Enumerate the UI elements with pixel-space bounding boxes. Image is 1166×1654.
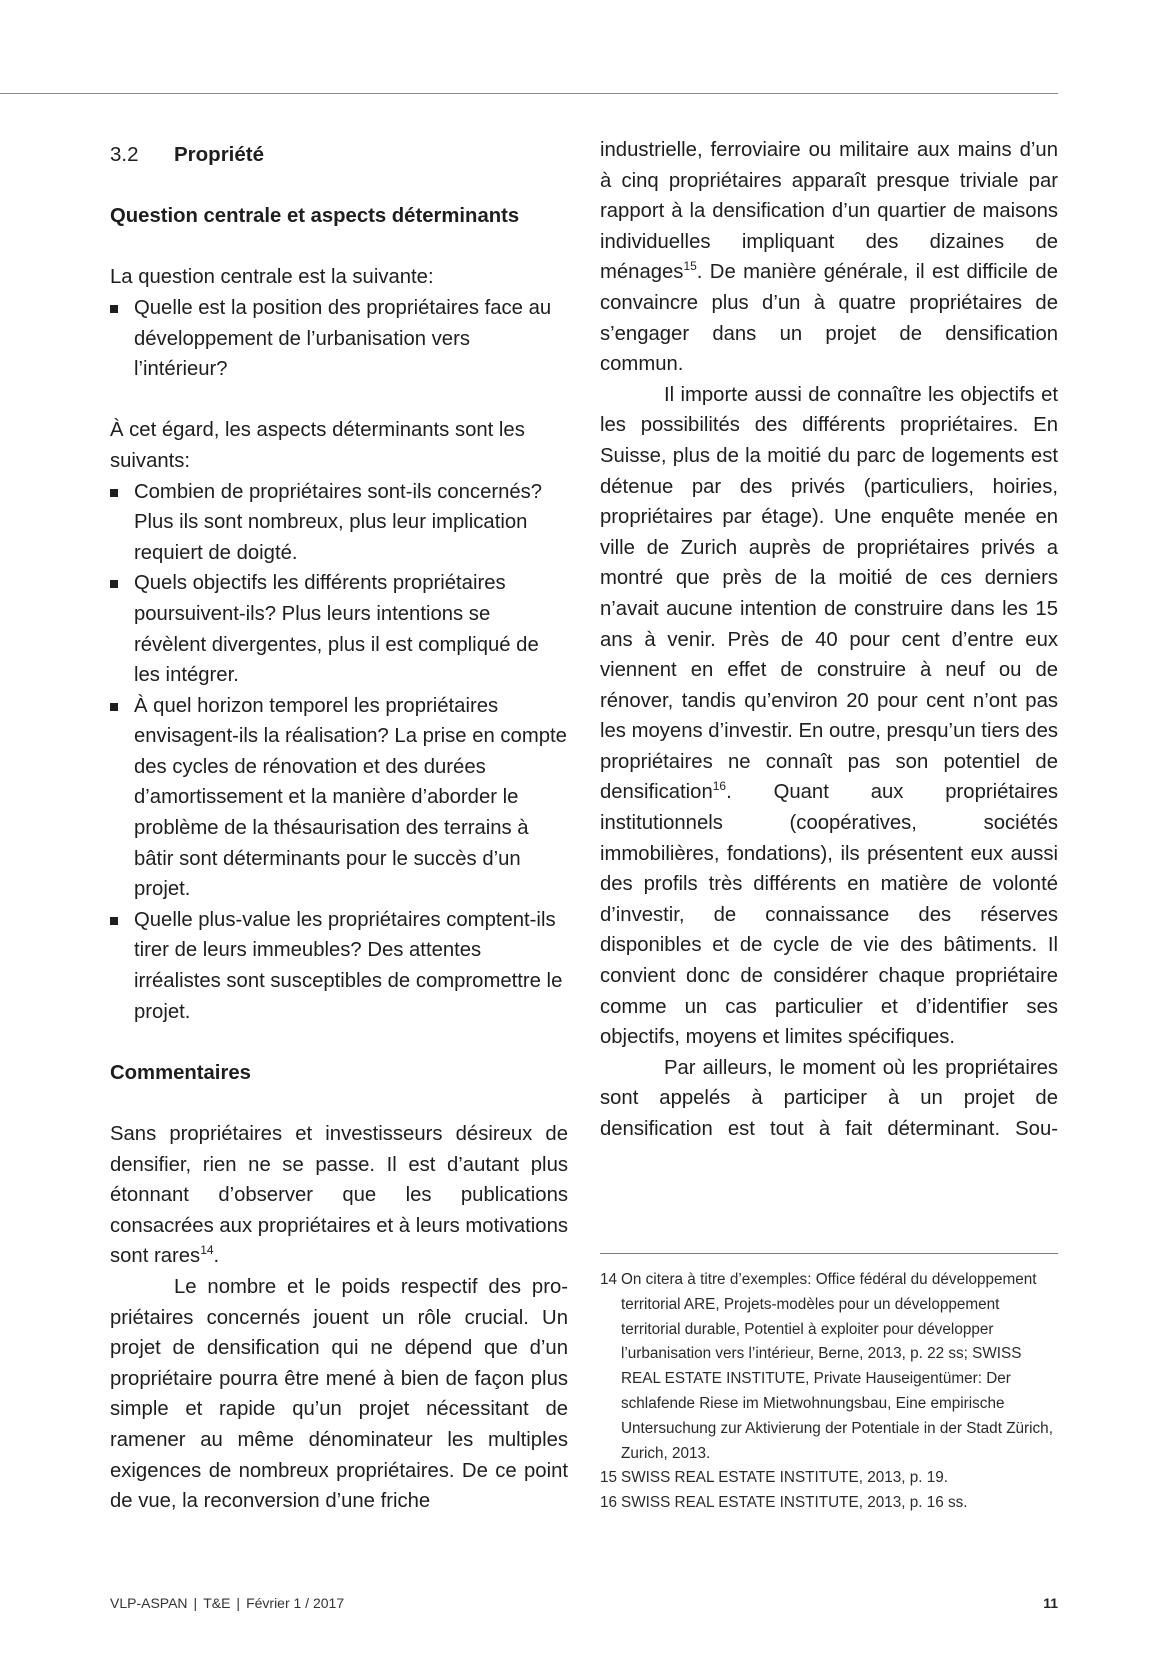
- aspects-list: [110, 477, 568, 1028]
- left-column: [110, 140, 568, 1517]
- paragraph: industrielle, ferroviaire ou militaire aux mains d’un à cinq propriétaires apparaît presque triviale par rapport à la densification d’un quartier de maisons individuelles impliquant des dizaines de ménages$^{15}$. De manière générale, il est difficile de convaincre plus d’un à quatre propriétaires de s’engager dans un projet de densification commun.: [600, 139, 1058, 376]
- section-title: Propriété: [174, 143, 264, 166]
- list-item: Quelle plus-value les propriétaires comptent-ils tirer de leurs immeubles? Des attentes irréalistes sont susceptibles de compromettre le projet.: [110, 905, 568, 1027]
- footnotes: [600, 1268, 1060, 1516]
- intro-aspects: À cet égard, les aspects déterminants sont les suivants:: [110, 419, 525, 472]
- footnote-number: 15: [600, 1469, 618, 1487]
- footnote: 16 SWISS REAL ESTATE INSTITUTE, 2013, p. 16 ss.: [600, 1491, 1060, 1516]
- footnote-ref[interactable]: 16: [712, 779, 727, 794]
- bullet-square-icon: [110, 580, 118, 588]
- intro-question: La question centrale est la suivante:: [110, 266, 434, 289]
- footnote: 15 SWISS REAL ESTATE INSTITUTE, 2013, p. 19.: [600, 1466, 1060, 1491]
- bullet-square-icon: [110, 305, 118, 313]
- page-footer: VLP-ASPAN | T&E | Février 1 / 2017: [110, 1595, 345, 1611]
- footer-series: T&E: [203, 1595, 231, 1611]
- page-number: 11: [1043, 1595, 1058, 1611]
- footnote-number: 14: [600, 1271, 618, 1288]
- list-item: À quel horizon temporel les propriétaires envisagent-ils la réalisation? La prise en compte des cycles de rénovation et des durées d’amortissement et la manière d’aborder le problème de la thésaurisation des terrains à bâtir sont déterminants pour le succès d’un projet.: [110, 691, 568, 905]
- bullet-square-icon: [110, 489, 118, 497]
- section-heading: [110, 140, 568, 171]
- paragraph: Le nombre et le poids respectif des propriétaires concernés jouent un rôle crucial. Un projet de densification qui ne dépend que d’un propriétaire pourra être mené à bien de façon plus simple et rapide qu’un projet nécessitant de ramener au même dénominateur les multiples exigences de nombreux propriétaires. De ce point de vue, la reconversion d’une friche: [110, 1275, 568, 1513]
- footnote-number: 16: [600, 1494, 618, 1512]
- paragraph: Il importe aussi de connaître les objectifs et les possibilités des différents propriétaires. En Suisse, plus de la moitié du parc de logements est détenue par des privés (particuliers, hoiries, propriétaires par étage). Une enquête menée en ville de Zurich auprès de propriétaires privés a montré que près de la moitié de ces derniers n’avait aucune intention de construire dans les 15 ans à venir. Près de 40 pour cent d’entre eux viennent en effet de construire à neuf ou de rénover, tandis qu’environ 20 pour cent n’ont pas les moyens d’investir. En outre, presqu’un tiers des propriétaires ne connaît pas son potentiel de densification$^{16}$. Quant aux propriétaires institutionnels (coopératives, sociétés immobilières, fondations), ils présentent eux aussi des profils très différents en matière de volonté d’investir, de connaissance des réserves disponibles et de cycle de vie des bâtiments. Il convient donc de considérer chaque propriétaire comme un cas particulier et d’identifier ses objectifs, moyens et limites spécifiques.: [600, 383, 1058, 1049]
- paragraph: Sans propriétaires et investisseurs désireux de densifier, rien ne se passe. Il est d’autant plus étonnant d’observer que les publications consacrées aux propriétaires et à leurs motivations sont rares$^{14}$.: [110, 1123, 568, 1268]
- footnote-ref[interactable]: 15: [683, 259, 697, 274]
- list-item: Quels objectifs les différents propriétaires poursuivent-ils? Plus leurs intentions se révèlent divergentes, plus il est compliqué de les intégrer.: [110, 568, 568, 690]
- paragraph: Par ailleurs, le moment où les propriétaires sont appelés à participer à un projet de densification est tout à fait déterminant. Sou-: [600, 1056, 1058, 1140]
- footnote-rule: [600, 1253, 1058, 1254]
- question-list: [110, 293, 568, 385]
- subheading-comments: Commentaires: [110, 1061, 251, 1084]
- footer-publisher: VLP-ASPAN: [110, 1595, 188, 1611]
- bullet-square-icon: [110, 917, 118, 925]
- footnote-ref[interactable]: 14: [200, 1243, 214, 1258]
- list-item: Combien de propriétaires sont-ils concernés? Plus ils sont nombreux, plus leur implication requiert de doigté.: [110, 477, 568, 569]
- section-number: 3.2: [110, 143, 139, 166]
- bullet-square-icon: [110, 703, 118, 711]
- header-rule: [0, 93, 1058, 94]
- list-item: Quelle est la position des propriétaires face au développement de l’urbanisation vers l’intérieur?: [110, 293, 568, 385]
- subheading-question: Question centrale et aspects déterminants: [110, 205, 520, 228]
- right-column: [600, 135, 1058, 1145]
- footnote: 14 On citera à titre d’exemples: Office fédéral du développement territorial ARE, Projets-modèles pour un développement territorial durable, Potentiel à exploiter pour développer l’urbanisation vers l’intérieur, Berne, 2013, p. 22 ss; SWISS REAL ESTATE INSTITUTE, Private Hauseigentümer: Der schlafende Riese im Mietwohnungsbau, Eine empirische Untersuchung zur Aktivierung der Potentiale in der Stadt Zürich, Zurich, 2013.: [600, 1268, 1060, 1466]
- footer-issue: Février 1 / 2017: [246, 1595, 345, 1611]
